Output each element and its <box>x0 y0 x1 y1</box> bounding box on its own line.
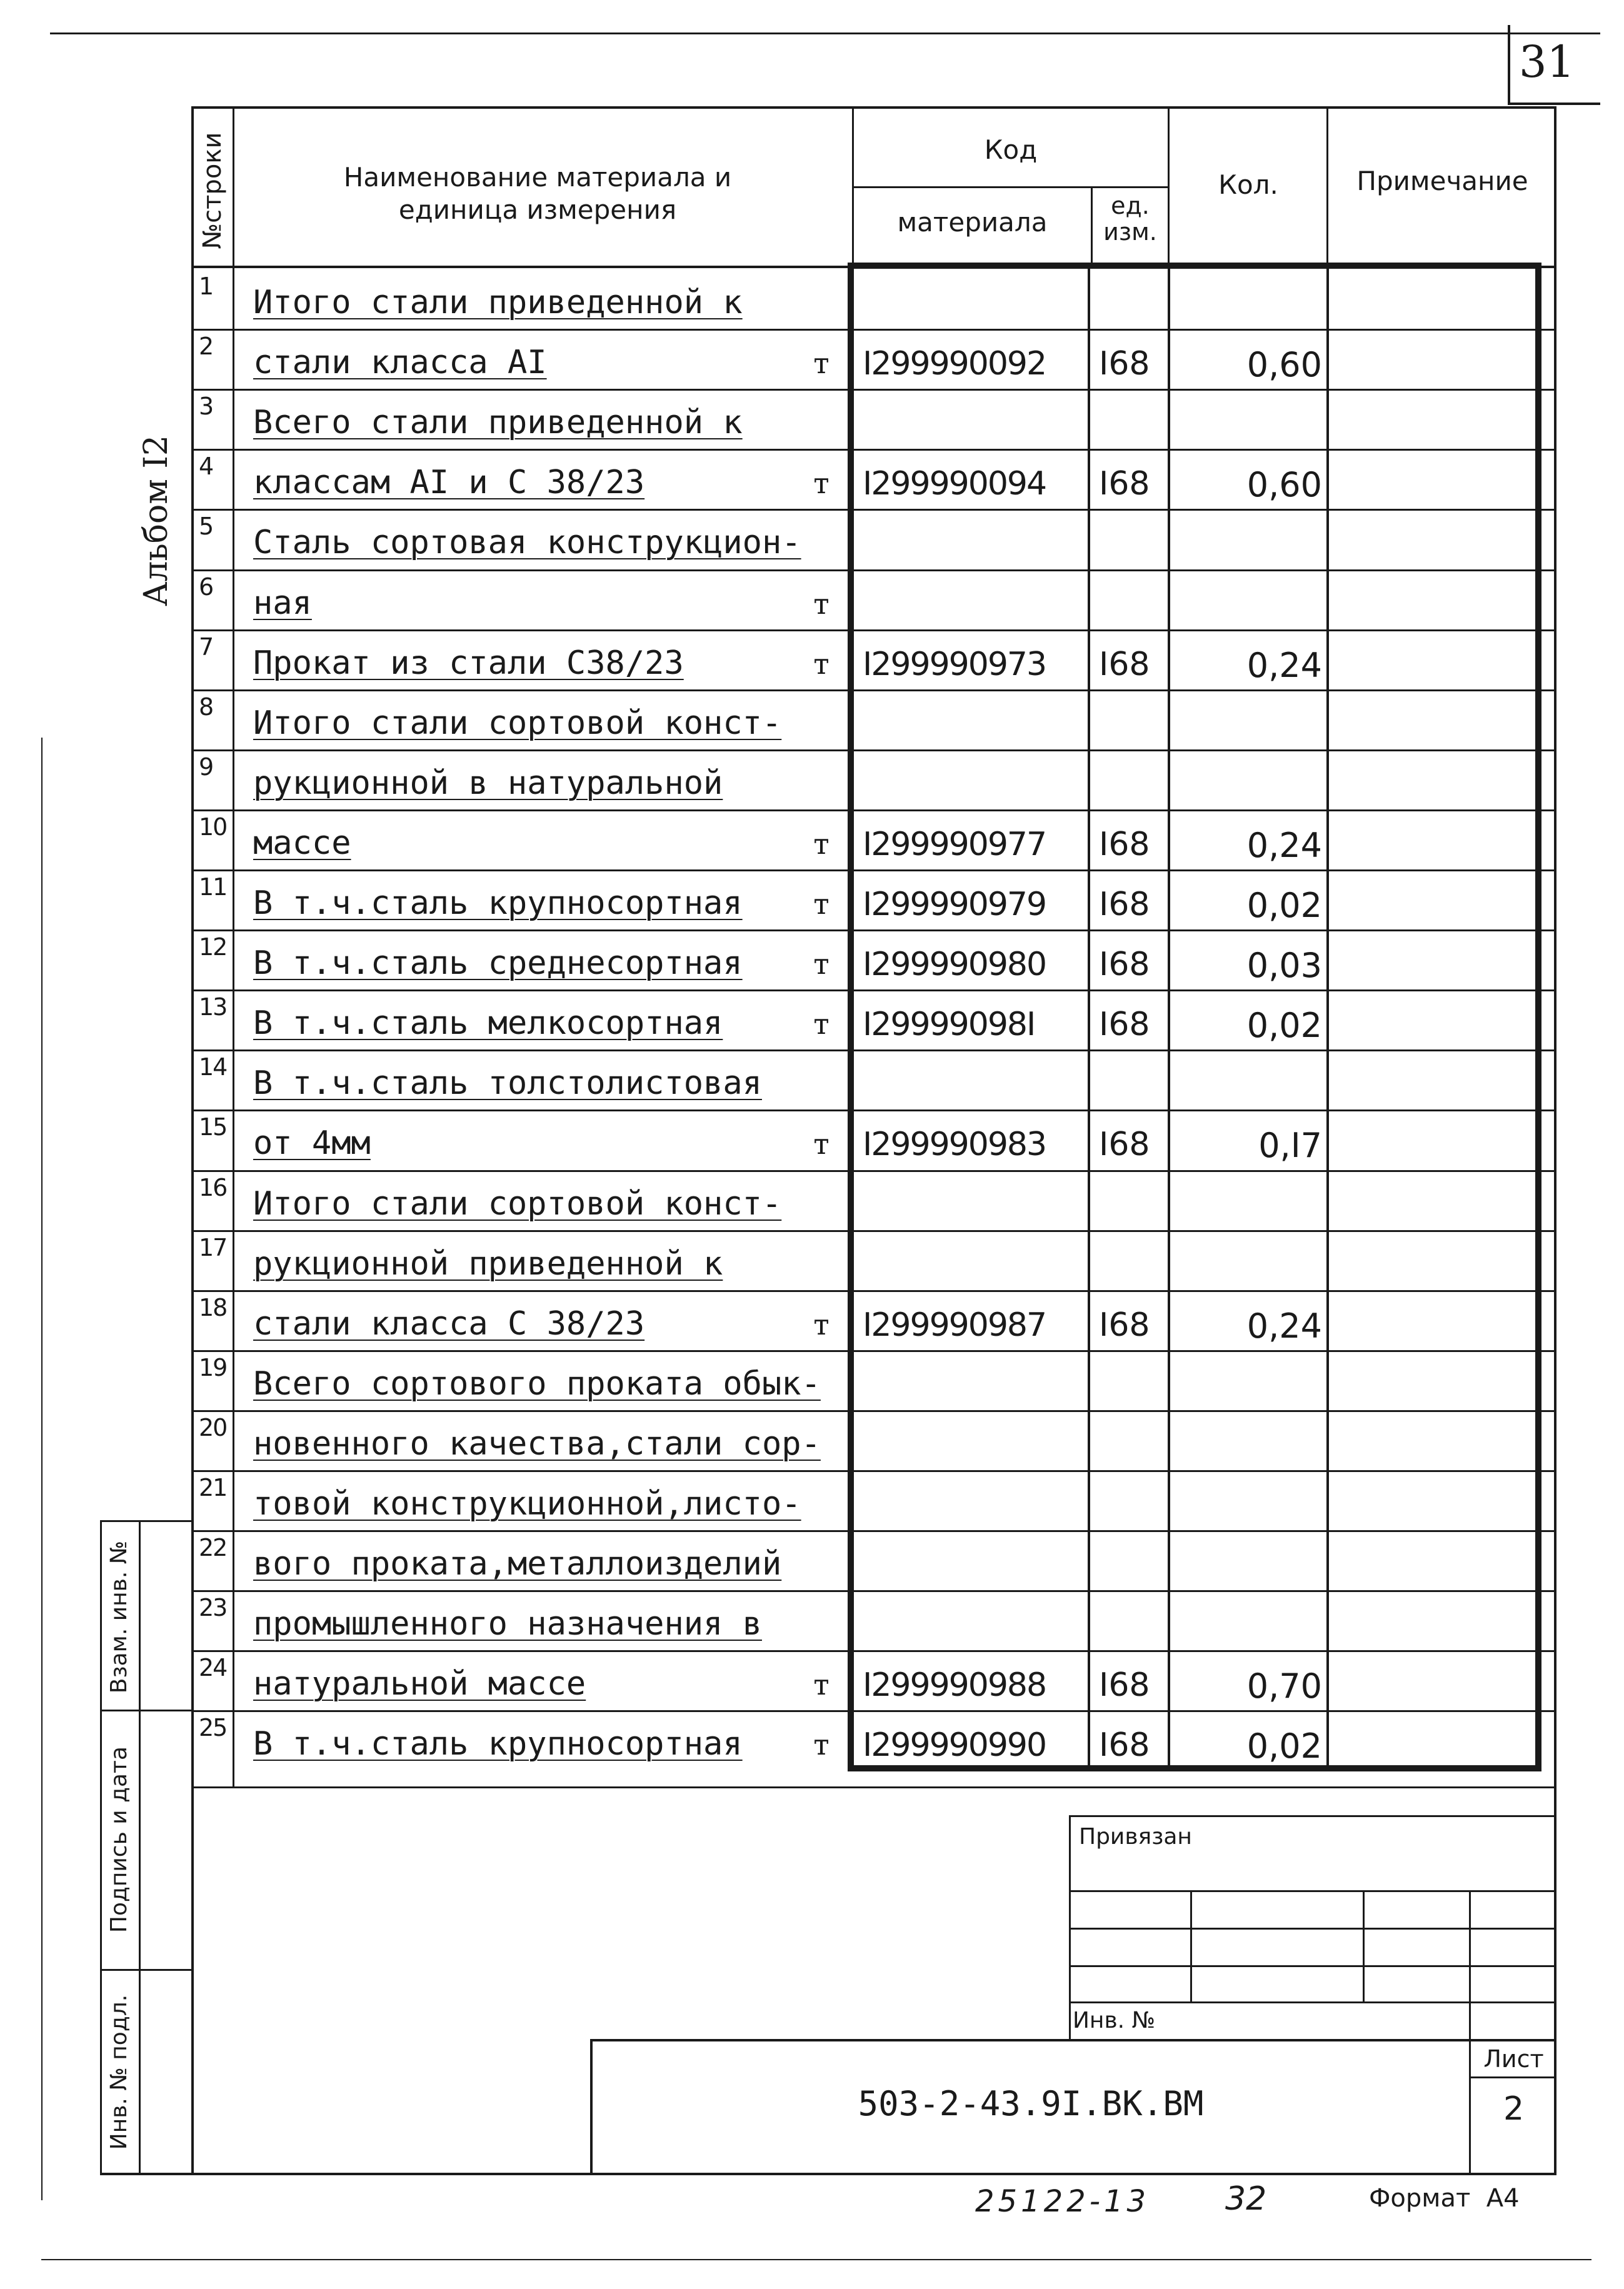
row-separator <box>193 1049 1556 1051</box>
row-separator <box>193 809 1556 811</box>
row-separator <box>193 1230 1556 1232</box>
row-quantity: 0,70 <box>1246 1666 1322 1706</box>
row-unit-code: I68 <box>1099 1126 1150 1163</box>
row-name: Сталь сортовая конструкцион- <box>253 524 801 561</box>
row-unit-code: I68 <box>1099 1306 1150 1344</box>
stamp-top <box>100 1520 191 1522</box>
row-number: 6 <box>199 573 213 601</box>
row-name: стали класса С 38/23 <box>253 1305 645 1343</box>
row-name: стали класса AI <box>253 344 547 381</box>
header-name: Наименование материала и единица измерения <box>343 162 732 225</box>
row-material-code: I299990980 <box>863 946 1046 983</box>
row-material-code: I299990977 <box>863 826 1046 863</box>
col-note-data-line <box>1326 269 1329 1769</box>
row-number: 20 <box>199 1414 227 1441</box>
row-unit: т <box>813 1728 830 1761</box>
col-qty-line <box>1168 106 1170 268</box>
row-unit-code: I68 <box>1099 1726 1150 1764</box>
row-separator <box>193 989 1556 991</box>
row-number: 8 <box>199 693 213 721</box>
stamp-podpis: Подпись и дата <box>106 1746 132 1933</box>
row-unit: т <box>813 887 830 921</box>
row-number: 9 <box>199 753 213 781</box>
sheet-corner-number: 31 <box>1519 36 1575 88</box>
row-quantity: 0,24 <box>1246 826 1322 865</box>
row-name: Всего сортового проката обык- <box>253 1365 821 1403</box>
corner-vertical <box>1508 25 1510 104</box>
row-quantity: 0,02 <box>1246 886 1322 925</box>
row-quantity: 0,60 <box>1246 465 1322 504</box>
row-number: 10 <box>199 813 227 841</box>
col-unit-line <box>1091 188 1093 268</box>
row-separator <box>193 1290 1556 1292</box>
tb-grid-v3 <box>1469 1890 1471 2040</box>
row-separator <box>193 629 1556 631</box>
row-name: новенного качества,стали сор- <box>253 1425 821 1463</box>
bold-frame-right <box>1535 264 1541 1771</box>
row-unit-code: I68 <box>1099 1006 1150 1043</box>
stamp-vzam: Взам. инв. № <box>106 1540 132 1694</box>
tb-privyazan-top <box>1069 1815 1556 1817</box>
header-note: Примечание <box>1356 166 1528 196</box>
header-qty: Кол. <box>1218 169 1278 200</box>
row-material-code: I299990987 <box>863 1306 1046 1344</box>
tb-grid-h1 <box>1069 1890 1556 1892</box>
row-quantity: 0,02 <box>1246 1006 1322 1045</box>
row-name: ная <box>253 584 312 622</box>
row-quantity: 0,03 <box>1246 946 1322 985</box>
header-code-material: материала <box>897 207 1048 238</box>
col-rowno-line <box>233 106 234 1788</box>
row-name: Итого стали приведенной к <box>253 284 743 321</box>
stamp-sep1 <box>100 1710 191 1711</box>
row-number: 17 <box>199 1234 227 1261</box>
row-number: 19 <box>199 1354 227 1381</box>
row-name: Прокат из стали С38/23 <box>253 644 684 682</box>
row-separator <box>193 1170 1556 1172</box>
row-unit: т <box>813 587 830 621</box>
table-right <box>1554 106 1556 2175</box>
row-name: товой конструкционной,листо- <box>253 1485 801 1523</box>
row-number: 22 <box>199 1534 227 1561</box>
table-top <box>191 106 1556 109</box>
tb-inv-no: Инв. № <box>1073 2008 1156 2033</box>
row-separator <box>193 749 1556 751</box>
row-name: промышленного назначения в <box>253 1605 762 1643</box>
top-border <box>50 33 1600 34</box>
footer-handwritten-code: 25122-13 <box>975 2184 1150 2219</box>
tb-list-sep <box>1469 2076 1556 2078</box>
tb-designation: 503-2-43.9I.ВК.ВМ <box>858 2084 1204 2123</box>
row-name: рукционной в натуральной <box>253 764 723 802</box>
row-unit: т <box>813 947 830 981</box>
row-quantity: 0,24 <box>1246 1306 1322 1346</box>
stamp-left <box>100 1520 102 2175</box>
row-unit-code: I68 <box>1099 345 1150 383</box>
footer-format: Формат А4 <box>1369 2184 1520 2213</box>
row-number: 24 <box>199 1654 227 1681</box>
row-unit: т <box>813 827 830 861</box>
row-separator <box>193 1470 1556 1472</box>
row-material-code: I299990988 <box>863 1666 1046 1704</box>
bold-frame-bottom <box>848 1765 1541 1771</box>
row-separator <box>193 1109 1556 1111</box>
row-number: 15 <box>199 1113 227 1141</box>
stamp-sep2 <box>100 1969 191 1971</box>
row-unit: т <box>813 466 830 500</box>
row-separator <box>193 329 1556 331</box>
bold-frame-top <box>848 263 1541 269</box>
tb-privyazan: Привязан <box>1079 1824 1192 1850</box>
tb-grid-v2 <box>1363 1890 1365 2001</box>
row-separator <box>193 1530 1556 1532</box>
row-unit-code: I68 <box>1099 465 1150 503</box>
row-separator <box>193 569 1556 571</box>
row-name: вого проката,металлоизделий <box>253 1545 782 1583</box>
row-separator <box>193 389 1556 391</box>
row-name: В т.ч.сталь крупносортная <box>253 884 743 922</box>
row-name: В т.ч.сталь толстолистовая <box>253 1064 762 1102</box>
table-bottom <box>191 2173 1556 2175</box>
row-material-code: I29999098I <box>863 1006 1035 1043</box>
stamp-inv-podl: Инв. № подл. <box>106 1994 132 2150</box>
row-material-code: I299990973 <box>863 646 1046 683</box>
row-unit-code: I68 <box>1099 1666 1150 1704</box>
row-unit: т <box>813 1007 830 1041</box>
row-separator <box>193 449 1556 451</box>
row-number: 13 <box>199 993 227 1021</box>
row-number: 11 <box>199 873 227 901</box>
row-separator <box>193 1410 1556 1412</box>
left-border <box>41 738 43 2200</box>
row-number: 3 <box>199 393 213 420</box>
row-unit-code: I68 <box>1099 886 1150 923</box>
row-name: Всего стали приведенной к <box>253 404 743 441</box>
header-code-unit: ед. изм. <box>1103 192 1157 246</box>
row-material-code: I299990983 <box>863 1126 1046 1163</box>
corner-horizontal <box>1508 103 1600 105</box>
row-number: 5 <box>199 513 213 540</box>
row-material-code: I299990990 <box>863 1726 1046 1764</box>
row-separator <box>193 1590 1556 1592</box>
row-separator <box>193 929 1556 931</box>
row-name: натуральной массе <box>253 1665 586 1703</box>
row-number: 12 <box>199 933 227 961</box>
row-unit: т <box>813 647 830 681</box>
row-name: Итого стали сортовой конст- <box>253 704 782 742</box>
row-material-code: I299990094 <box>863 465 1046 503</box>
row-separator <box>193 869 1556 871</box>
row-name: В т.ч.сталь крупносортная <box>253 1725 743 1763</box>
row-quantity: 0,60 <box>1246 345 1322 384</box>
row-separator <box>193 509 1556 511</box>
row-number: 14 <box>199 1053 227 1081</box>
tb-grid-v1 <box>1190 1890 1192 2001</box>
row-quantity: 0,I7 <box>1258 1126 1322 1165</box>
row-name: В т.ч.сталь мелкосортная <box>253 1004 723 1042</box>
col-eu-line <box>1088 269 1090 1769</box>
row-number: 1 <box>199 273 213 300</box>
row-unit: т <box>813 346 830 380</box>
row-unit-code: I68 <box>1099 646 1150 683</box>
row-number: 16 <box>199 1174 227 1201</box>
tb-list-no: 2 <box>1503 2090 1525 2128</box>
row-name: массе <box>253 824 351 862</box>
row-unit: т <box>813 1308 830 1341</box>
row-number: 21 <box>199 1474 227 1501</box>
row-quantity: 0,02 <box>1246 1726 1322 1766</box>
row-name: В т.ч.сталь среднесортная <box>253 944 743 982</box>
row-number: 18 <box>199 1294 227 1321</box>
tb-grid-h4 <box>1069 2001 1556 2003</box>
row-unit-code: I68 <box>1099 826 1150 863</box>
row-number: 2 <box>199 333 213 360</box>
row-separator <box>193 1350 1556 1352</box>
row-quantity: 0,24 <box>1246 646 1322 685</box>
stamp-bottom <box>100 2173 191 2175</box>
code-split-line <box>852 186 1168 188</box>
row-name: классам AI и С 38/23 <box>253 464 645 501</box>
tb-grid-h3 <box>1069 1965 1556 1967</box>
table-left <box>191 106 194 2175</box>
album-label: Альбом I2 <box>138 435 175 606</box>
header-row-no: №строки <box>198 132 227 249</box>
row-name: рукционной приведенной к <box>253 1245 723 1283</box>
row-material-code: I299990092 <box>863 345 1046 383</box>
row-number: 4 <box>199 453 213 480</box>
footer-handwritten-page: 32 <box>1225 2180 1267 2218</box>
bottom-border <box>41 2259 1591 2260</box>
header-code: Код <box>984 134 1038 165</box>
row-name: от 4мм <box>253 1124 371 1162</box>
row-material-code: I299990979 <box>863 886 1046 923</box>
row-number: 25 <box>199 1714 227 1741</box>
bold-frame-left <box>848 264 854 1771</box>
row-unit-code: I68 <box>1099 946 1150 983</box>
row-unit: т <box>813 1668 830 1701</box>
row-number: 7 <box>199 633 213 661</box>
data-bottom <box>191 1786 1556 1788</box>
row-name: Итого стали сортовой конст- <box>253 1185 782 1223</box>
tb-main-top <box>590 2039 1556 2041</box>
row-number: 23 <box>199 1594 227 1621</box>
stamp-inner <box>139 1520 141 2175</box>
tb-grid-h2 <box>1069 1928 1556 1930</box>
row-separator <box>193 1710 1556 1712</box>
row-separator <box>193 689 1556 691</box>
tb-list-label: Лист <box>1483 2045 1544 2073</box>
row-separator <box>193 1650 1556 1652</box>
row-unit: т <box>813 1127 830 1161</box>
